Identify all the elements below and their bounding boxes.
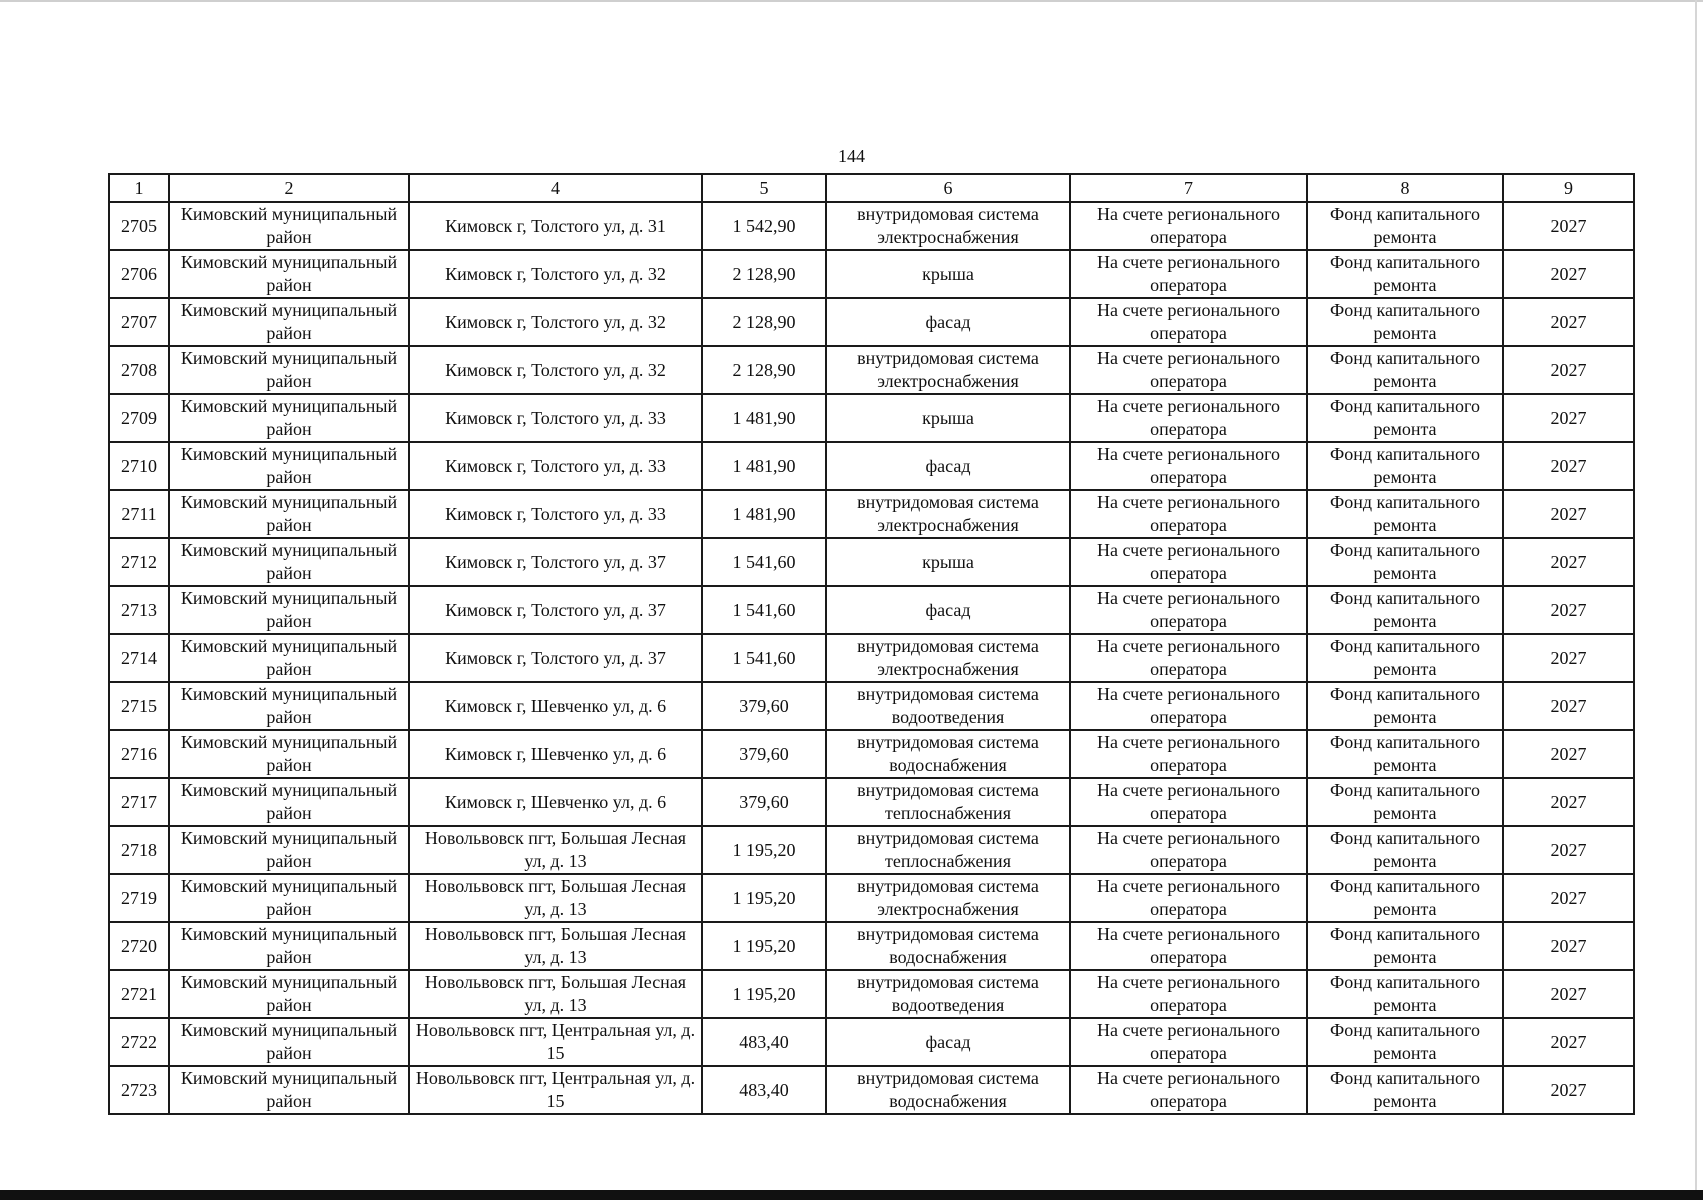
- year-cell: 2027: [1503, 730, 1634, 778]
- area-cell: 2 128,90: [702, 346, 826, 394]
- fund-account-cell: На счете регионального оператора: [1070, 442, 1307, 490]
- fund-account-cell: На счете регионального оператора: [1070, 346, 1307, 394]
- funding-source-cell: Фонд капитального ремонта: [1307, 682, 1503, 730]
- area-cell: 1 195,20: [702, 874, 826, 922]
- district-cell: Кимовский муниципальный район: [169, 394, 409, 442]
- table-row: [109, 730, 1634, 778]
- year-cell: 2027: [1503, 346, 1634, 394]
- funding-source-cell: Фонд капитального ремонта: [1307, 1066, 1503, 1114]
- year-cell: 2027: [1503, 202, 1634, 250]
- fund-account-cell: На счете регионального оператора: [1070, 586, 1307, 634]
- fund-account-cell: На счете регионального оператора: [1070, 490, 1307, 538]
- area-cell: 483,40: [702, 1018, 826, 1066]
- table-row: [109, 202, 1634, 250]
- table-row: [109, 298, 1634, 346]
- row-number-cell: 2715: [109, 682, 169, 730]
- fund-account-cell: На счете регионального оператора: [1070, 874, 1307, 922]
- column-header: 7: [1070, 174, 1307, 202]
- fund-account-cell: На счете регионального оператора: [1070, 922, 1307, 970]
- row-number-cell: 2714: [109, 634, 169, 682]
- work-type-cell: фасад: [826, 586, 1070, 634]
- fund-account-cell: На счете регионального оператора: [1070, 1066, 1307, 1114]
- table-row: [109, 490, 1634, 538]
- year-cell: 2027: [1503, 490, 1634, 538]
- address-cell: Новольвовск пгт, Большая Лесная ул, д. 13: [409, 826, 702, 874]
- district-cell: Кимовский муниципальный район: [169, 202, 409, 250]
- district-cell: Кимовский муниципальный район: [169, 586, 409, 634]
- table-row: [109, 970, 1634, 1018]
- table-row: [109, 1066, 1634, 1114]
- funding-source-cell: Фонд капитального ремонта: [1307, 538, 1503, 586]
- address-cell: Кимовск г, Толстого ул, д. 37: [409, 634, 702, 682]
- table-row: [109, 442, 1634, 490]
- work-type-cell: внутридомовая система водоснабжения: [826, 1066, 1070, 1114]
- work-type-cell: внутридомовая система водоотведения: [826, 682, 1070, 730]
- district-cell: Кимовский муниципальный район: [169, 1018, 409, 1066]
- fund-account-cell: На счете регионального оператора: [1070, 202, 1307, 250]
- year-cell: 2027: [1503, 826, 1634, 874]
- scan-bottom-bar: [0, 1190, 1703, 1200]
- row-number-cell: 2719: [109, 874, 169, 922]
- row-number-cell: 2707: [109, 298, 169, 346]
- year-cell: 2027: [1503, 1018, 1634, 1066]
- district-cell: Кимовский муниципальный район: [169, 346, 409, 394]
- table-row: [109, 1018, 1634, 1066]
- table-row: [109, 682, 1634, 730]
- fund-account-cell: На счете регионального оператора: [1070, 250, 1307, 298]
- funding-source-cell: Фонд капитального ремонта: [1307, 1018, 1503, 1066]
- table-row: [109, 394, 1634, 442]
- address-cell: Кимовск г, Толстого ул, д. 33: [409, 442, 702, 490]
- year-cell: 2027: [1503, 442, 1634, 490]
- work-type-cell: фасад: [826, 1018, 1070, 1066]
- area-cell: 1 481,90: [702, 394, 826, 442]
- area-cell: 1 541,60: [702, 586, 826, 634]
- table-row: [109, 538, 1634, 586]
- work-type-cell: внутридомовая система электроснабжения: [826, 634, 1070, 682]
- district-cell: Кимовский муниципальный район: [169, 1066, 409, 1114]
- district-cell: Кимовский муниципальный район: [169, 298, 409, 346]
- address-cell: Кимовск г, Толстого ул, д. 32: [409, 298, 702, 346]
- district-cell: Кимовский муниципальный район: [169, 682, 409, 730]
- table-row: [109, 922, 1634, 970]
- district-cell: Кимовский муниципальный район: [169, 250, 409, 298]
- address-cell: Кимовск г, Толстого ул, д. 37: [409, 538, 702, 586]
- year-cell: 2027: [1503, 634, 1634, 682]
- year-cell: 2027: [1503, 874, 1634, 922]
- funding-source-cell: Фонд капитального ремонта: [1307, 730, 1503, 778]
- column-header: 6: [826, 174, 1070, 202]
- area-cell: 1 541,60: [702, 538, 826, 586]
- year-cell: 2027: [1503, 538, 1634, 586]
- table-body: [109, 202, 1634, 1114]
- address-cell: Кимовск г, Шевченко ул, д. 6: [409, 730, 702, 778]
- fund-account-cell: На счете регионального оператора: [1070, 298, 1307, 346]
- table-row: [109, 586, 1634, 634]
- row-number-cell: 2721: [109, 970, 169, 1018]
- table-row: [109, 346, 1634, 394]
- work-type-cell: внутридомовая система электроснабжения: [826, 346, 1070, 394]
- funding-source-cell: Фонд капитального ремонта: [1307, 442, 1503, 490]
- area-cell: 1 195,20: [702, 970, 826, 1018]
- address-cell: Новольвовск пгт, Большая Лесная ул, д. 13: [409, 922, 702, 970]
- area-cell: 379,60: [702, 778, 826, 826]
- fund-account-cell: На счете регионального оператора: [1070, 970, 1307, 1018]
- district-cell: Кимовский муниципальный район: [169, 922, 409, 970]
- year-cell: 2027: [1503, 922, 1634, 970]
- address-cell: Новольвовск пгт, Большая Лесная ул, д. 13: [409, 874, 702, 922]
- funding-source-cell: Фонд капитального ремонта: [1307, 490, 1503, 538]
- column-number-row: [109, 174, 1634, 202]
- address-cell: Кимовск г, Толстого ул, д. 33: [409, 394, 702, 442]
- row-number-cell: 2705: [109, 202, 169, 250]
- district-cell: Кимовский муниципальный район: [169, 442, 409, 490]
- funding-source-cell: Фонд капитального ремонта: [1307, 202, 1503, 250]
- row-number-cell: 2722: [109, 1018, 169, 1066]
- fund-account-cell: На счете регионального оператора: [1070, 682, 1307, 730]
- funding-source-cell: Фонд капитального ремонта: [1307, 346, 1503, 394]
- work-type-cell: внутридомовая система водоотведения: [826, 970, 1070, 1018]
- address-cell: Кимовск г, Толстого ул, д. 32: [409, 250, 702, 298]
- district-cell: Кимовский муниципальный район: [169, 490, 409, 538]
- address-cell: Кимовск г, Толстого ул, д. 37: [409, 586, 702, 634]
- work-type-cell: крыша: [826, 538, 1070, 586]
- address-cell: Новольвовск пгт, Центральная ул, д. 15: [409, 1066, 702, 1114]
- address-cell: Кимовск г, Толстого ул, д. 32: [409, 346, 702, 394]
- row-number-cell: 2717: [109, 778, 169, 826]
- district-cell: Кимовский муниципальный район: [169, 874, 409, 922]
- scan-right-edge: [1695, 0, 1697, 1200]
- work-type-cell: внутридомовая система теплоснабжения: [826, 778, 1070, 826]
- work-type-cell: внутридомовая система водоснабжения: [826, 922, 1070, 970]
- row-number-cell: 2718: [109, 826, 169, 874]
- column-header: 2: [169, 174, 409, 202]
- column-header: 1: [109, 174, 169, 202]
- work-type-cell: фасад: [826, 442, 1070, 490]
- year-cell: 2027: [1503, 586, 1634, 634]
- fund-account-cell: На счете регионального оператора: [1070, 634, 1307, 682]
- work-type-cell: крыша: [826, 394, 1070, 442]
- work-type-cell: внутридомовая система водоснабжения: [826, 730, 1070, 778]
- row-number-cell: 2712: [109, 538, 169, 586]
- area-cell: 1 481,90: [702, 490, 826, 538]
- scan-top-edge: [0, 0, 1703, 2]
- district-cell: Кимовский муниципальный район: [169, 778, 409, 826]
- work-type-cell: внутридомовая система электроснабжения: [826, 874, 1070, 922]
- funding-source-cell: Фонд капитального ремонта: [1307, 778, 1503, 826]
- year-cell: 2027: [1503, 970, 1634, 1018]
- district-cell: Кимовский муниципальный район: [169, 970, 409, 1018]
- funding-source-cell: Фонд капитального ремонта: [1307, 250, 1503, 298]
- area-cell: 1 481,90: [702, 442, 826, 490]
- fund-account-cell: На счете регионального оператора: [1070, 778, 1307, 826]
- row-number-cell: 2720: [109, 922, 169, 970]
- row-number-cell: 2713: [109, 586, 169, 634]
- area-cell: 1 542,90: [702, 202, 826, 250]
- work-type-cell: крыша: [826, 250, 1070, 298]
- address-cell: Кимовск г, Толстого ул, д. 31: [409, 202, 702, 250]
- table-row: [109, 634, 1634, 682]
- column-header: 9: [1503, 174, 1634, 202]
- year-cell: 2027: [1503, 682, 1634, 730]
- funding-source-cell: Фонд капитального ремонта: [1307, 586, 1503, 634]
- funding-source-cell: Фонд капитального ремонта: [1307, 874, 1503, 922]
- area-cell: 2 128,90: [702, 250, 826, 298]
- table-row: [109, 826, 1634, 874]
- row-number-cell: 2711: [109, 490, 169, 538]
- row-number-cell: 2708: [109, 346, 169, 394]
- fund-account-cell: На счете регионального оператора: [1070, 730, 1307, 778]
- district-cell: Кимовский муниципальный район: [169, 730, 409, 778]
- fund-account-cell: На счете регионального оператора: [1070, 538, 1307, 586]
- column-header: 8: [1307, 174, 1503, 202]
- work-type-cell: фасад: [826, 298, 1070, 346]
- address-cell: Новольвовск пгт, Центральная ул, д. 15: [409, 1018, 702, 1066]
- address-cell: Кимовск г, Шевченко ул, д. 6: [409, 682, 702, 730]
- work-type-cell: внутридомовая система электроснабжения: [826, 202, 1070, 250]
- year-cell: 2027: [1503, 394, 1634, 442]
- area-cell: 379,60: [702, 730, 826, 778]
- year-cell: 2027: [1503, 298, 1634, 346]
- funding-source-cell: Фонд капитального ремонта: [1307, 970, 1503, 1018]
- area-cell: 483,40: [702, 1066, 826, 1114]
- fund-account-cell: На счете регионального оператора: [1070, 1018, 1307, 1066]
- address-cell: Кимовск г, Толстого ул, д. 33: [409, 490, 702, 538]
- work-type-cell: внутридомовая система электроснабжения: [826, 490, 1070, 538]
- year-cell: 2027: [1503, 250, 1634, 298]
- year-cell: 2027: [1503, 1066, 1634, 1114]
- area-cell: 379,60: [702, 682, 826, 730]
- district-cell: Кимовский муниципальный район: [169, 634, 409, 682]
- row-number-cell: 2723: [109, 1066, 169, 1114]
- table-row: [109, 778, 1634, 826]
- column-header: 4: [409, 174, 702, 202]
- funding-source-cell: Фонд капитального ремонта: [1307, 634, 1503, 682]
- work-type-cell: внутридомовая система теплоснабжения: [826, 826, 1070, 874]
- district-cell: Кимовский муниципальный район: [169, 538, 409, 586]
- row-number-cell: 2716: [109, 730, 169, 778]
- fund-account-cell: На счете регионального оператора: [1070, 394, 1307, 442]
- area-cell: 1 195,20: [702, 826, 826, 874]
- row-number-cell: 2709: [109, 394, 169, 442]
- funding-source-cell: Фонд капитального ремонта: [1307, 826, 1503, 874]
- capital-repair-table: [108, 173, 1635, 1115]
- area-cell: 1 541,60: [702, 634, 826, 682]
- page-number: 144: [838, 146, 865, 166]
- column-header: 5: [702, 174, 826, 202]
- funding-source-cell: Фонд капитального ремонта: [1307, 394, 1503, 442]
- address-cell: Кимовск г, Шевченко ул, д. 6: [409, 778, 702, 826]
- table-row: [109, 874, 1634, 922]
- table-row: [109, 250, 1634, 298]
- row-number-cell: 2706: [109, 250, 169, 298]
- area-cell: 1 195,20: [702, 922, 826, 970]
- area-cell: 2 128,90: [702, 298, 826, 346]
- funding-source-cell: Фонд капитального ремонта: [1307, 298, 1503, 346]
- fund-account-cell: На счете регионального оператора: [1070, 826, 1307, 874]
- district-cell: Кимовский муниципальный район: [169, 826, 409, 874]
- year-cell: 2027: [1503, 778, 1634, 826]
- funding-source-cell: Фонд капитального ремонта: [1307, 922, 1503, 970]
- row-number-cell: 2710: [109, 442, 169, 490]
- address-cell: Новольвовск пгт, Большая Лесная ул, д. 13: [409, 970, 702, 1018]
